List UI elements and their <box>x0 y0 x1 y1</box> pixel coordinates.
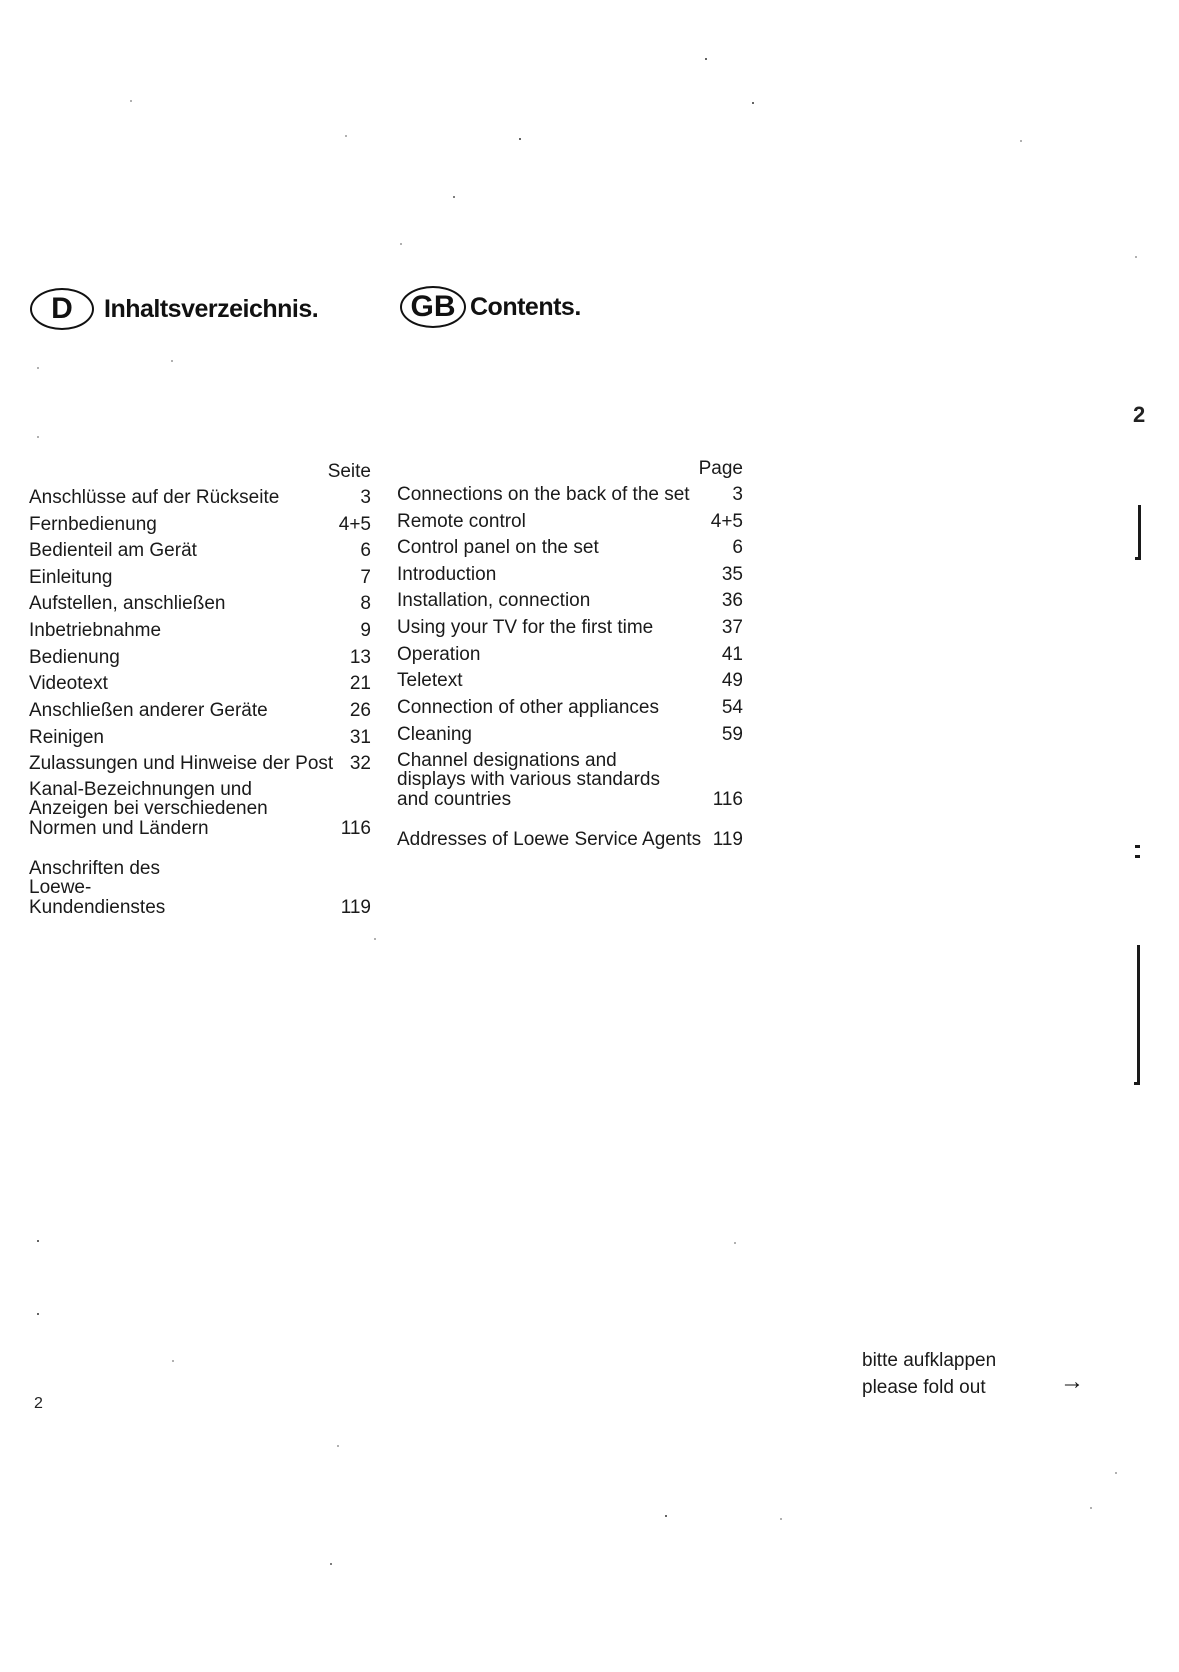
toc-entry <box>29 701 371 720</box>
toc-entry <box>397 671 743 690</box>
toc-entry-label: Fernbedienung <box>29 514 157 535</box>
toc-entry-label: Operation <box>397 644 481 665</box>
scan-speck <box>1020 140 1022 142</box>
toc-entry-page: 41 <box>721 644 743 665</box>
toc-entry-label: Inbetriebnahme <box>29 620 162 641</box>
toc-entry-label: Bedienung <box>29 647 120 668</box>
scan-speck <box>337 1445 339 1447</box>
toc-entry <box>397 485 743 504</box>
toc-entry-page: 116 <box>340 817 371 839</box>
edge-dash-mark <box>1135 855 1140 858</box>
toc-entry-label: Connections on the back of the set <box>397 484 690 505</box>
scan-speck <box>1135 256 1137 258</box>
toc-entry <box>397 618 743 637</box>
edge-bracket-mark <box>1138 505 1141 560</box>
toc-entry-page: 3 <box>732 484 743 505</box>
toc-entry <box>397 698 743 717</box>
toc-entry-page: 4+5 <box>710 511 743 532</box>
toc-entry <box>397 538 743 557</box>
language-badge-de: D <box>30 288 94 330</box>
toc-entry <box>29 568 371 587</box>
scan-speck <box>400 243 402 245</box>
toc-entry-page: 9 <box>360 620 371 641</box>
toc-entry <box>397 591 743 610</box>
scan-speck <box>665 1515 667 1517</box>
toc-entry-page: 37 <box>721 617 743 638</box>
scan-speck <box>130 100 132 102</box>
toc-entry-label: Aufstellen, anschließen <box>29 593 226 614</box>
toc-entry-label: Connection of other appliances <box>397 697 659 718</box>
toc-entry-page: 119 <box>340 896 371 918</box>
toc-entry-page: 54 <box>721 697 743 718</box>
toc-entry <box>397 830 743 849</box>
toc-entry <box>29 621 371 640</box>
toc-entry <box>397 725 743 744</box>
toc-entry-label: Cleaning <box>397 724 472 745</box>
edge-bracket-mark <box>1134 1082 1140 1085</box>
scan-speck <box>752 102 754 104</box>
toc-entry <box>29 648 371 667</box>
fold-out-hint <box>862 1347 996 1401</box>
scan-speck <box>37 436 39 438</box>
toc-entry-label: Kanal-Bezeichnungen und Anzeigen bei verschiedenen Normen und Ländern <box>29 779 268 839</box>
toc-entry-label: Videotext <box>29 673 108 694</box>
scan-speck <box>705 58 707 60</box>
toc-entry <box>29 754 371 773</box>
scan-speck <box>345 135 347 137</box>
toc-entry-page: 116 <box>712 788 743 810</box>
toc-entry-page: 3 <box>360 487 371 508</box>
toc-entry-page: 49 <box>721 670 743 691</box>
edge-dash-mark <box>1135 845 1140 848</box>
toc-entry <box>29 515 371 534</box>
toc-entry-label: Anschlüsse auf der Rückseite <box>29 487 280 508</box>
toc-entry-page: 6 <box>732 537 743 558</box>
scan-speck <box>37 1313 39 1315</box>
arrow-right-icon: → <box>1060 1368 1084 1395</box>
toc-entry-label: Anschließen anderer Geräte <box>29 700 268 721</box>
toc-entry-page: 26 <box>349 700 371 721</box>
toc-entry-label: Addresses of Loewe Service Agents <box>397 829 702 850</box>
scan-speck <box>37 367 39 369</box>
scan-speck <box>453 196 455 198</box>
scan-speck <box>519 138 521 140</box>
heading-title-de: Inhaltsverzeichnis. <box>104 294 319 323</box>
toc-entry-page: 7 <box>360 567 371 588</box>
scan-speck <box>171 360 173 362</box>
toc-entry-page: 59 <box>721 724 743 745</box>
toc-entry-page: 13 <box>349 647 371 668</box>
toc-entry-label: Anschriften des Loewe-Kundendienstes <box>29 858 166 918</box>
toc-header-en: Page <box>698 458 743 479</box>
scan-speck <box>780 1518 782 1520</box>
toc-entry <box>29 859 371 917</box>
scan-speck <box>1115 1472 1117 1474</box>
toc-entry <box>29 488 371 507</box>
toc-entry-page: 6 <box>360 540 371 561</box>
fold-out-text-en: please fold out <box>862 1377 986 1398</box>
toc-header-de: Seite <box>327 461 371 482</box>
edge-page-mark: 2 <box>1133 402 1146 427</box>
scan-speck <box>330 1563 332 1565</box>
toc-entry-label: Using your TV for the first time <box>397 617 654 638</box>
toc-entry-label: Control panel on the set <box>397 537 599 558</box>
toc-entry-page: 36 <box>721 590 743 611</box>
scan-speck <box>1090 1507 1092 1509</box>
edge-bracket-mark <box>1137 945 1140 1085</box>
heading-en <box>400 286 581 328</box>
toc-entry <box>29 541 371 560</box>
toc-entry-label: Introduction <box>397 564 497 585</box>
toc-entry-label: Einleitung <box>29 567 113 588</box>
toc-entry-page: 21 <box>349 673 371 694</box>
scan-speck <box>172 1360 174 1362</box>
toc-entry-page: 119 <box>712 829 743 850</box>
toc-entry <box>397 512 743 531</box>
edge-bracket-mark <box>1135 557 1141 560</box>
fold-out-text-de: bitte aufklappen <box>862 1350 997 1371</box>
toc-entry <box>29 728 371 747</box>
toc-entry-label: Reinigen <box>29 727 104 748</box>
page-number: 2 <box>34 1395 43 1412</box>
toc-entry <box>397 751 743 809</box>
toc-entry-label: Bedienteil am Gerät <box>29 540 197 561</box>
toc-entry <box>397 645 743 664</box>
toc-entry-page: 8 <box>360 593 371 614</box>
toc-entry <box>29 674 371 693</box>
language-badge-gb: GB <box>400 286 466 328</box>
toc-entry-page: 35 <box>721 564 743 585</box>
toc-entry-label: Installation, connection <box>397 590 591 611</box>
toc-entry-page: 31 <box>349 727 371 748</box>
heading-de <box>30 288 318 330</box>
toc-entry-label: Teletext <box>397 670 463 691</box>
heading-title-en: Contents. <box>470 292 581 321</box>
scan-speck <box>374 938 376 940</box>
scan-speck <box>734 1242 736 1244</box>
toc-entry-page: 32 <box>349 753 371 774</box>
toc-entry-label: Channel designations and displays with various standards and countries <box>397 750 660 810</box>
toc-entry <box>29 594 371 613</box>
toc-entry-page: 4+5 <box>338 514 371 535</box>
scan-speck <box>37 1240 39 1242</box>
toc-entry-label: Zulassungen und Hinweise der Post <box>29 753 334 774</box>
toc-entry <box>397 565 743 584</box>
toc-entry-label: Remote control <box>397 511 526 532</box>
toc-entry <box>29 780 371 838</box>
